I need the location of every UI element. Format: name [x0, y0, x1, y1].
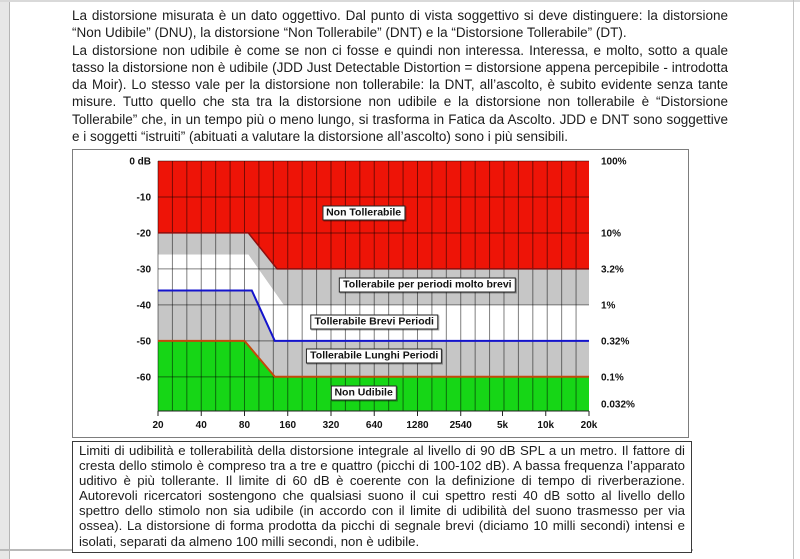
- x-axis-tick-label: 2540: [449, 420, 472, 431]
- y-axis-right-tick-label: 3.2%: [601, 264, 624, 276]
- x-axis-tick-label: 160: [279, 420, 297, 431]
- y-axis-left-tick-label: -60: [136, 372, 151, 384]
- chart-plot-area: [73, 150, 688, 437]
- region-label-non-udibile: Non Udibile: [330, 386, 396, 401]
- x-axis-tick-label: 320: [322, 420, 340, 431]
- intro-text: [72, 7, 728, 145]
- intro-paragraph-1: La distorsione misurata è un dato oggettivo. Dal punto di vista soggettivo si deve distinguere: la distorsione “Non Udibile” (DNU), la distorsione “Non Tollerabile” (DNT) e la “Distorsione Tollerabile” (DT).: [72, 8, 728, 41]
- y-axis-right-tick-label: 10%: [601, 228, 622, 240]
- page-right-edge: [793, 0, 794, 559]
- region-label-tollerabile-per-periodi-molto-brevi: Tollerabile per periodi molto brevi: [339, 278, 515, 293]
- y-axis-right-tick-label: 0.032%: [601, 399, 635, 411]
- x-axis-tick-label: 20k: [580, 420, 598, 431]
- x-axis-tick-label: 10k: [537, 420, 555, 431]
- intro-paragraph-2: La distorsione non udibile è come se non ci fosse e quindi non interessa. Interessa, e molto, sotto a quale tasso la distorsione non è udibile (JDD Just Detectable Distortion = distorsione appena percepibile - introdotta da Moir). Lo stesso vale per la distorsione non tollerabile: la DNT, all’ascolto, è subito evidente senza tante misure. Tutto quello che sta tra la distorsione non udibile e la distorsione non tollerabile è “Distorsione Tollerabile” che, in un tempo più o meno lungo, si trasforma in Fatica da Ascolto. JDD e DNT sono soggettive e i soggetti “istruiti” (abituati a valutare la distorsione all’ascolto) sono i più sensibili.: [72, 42, 728, 145]
- y-axis-left-tick-label: -20: [136, 228, 151, 240]
- chart-caption-text: Limiti di udibilità e tollerabilità della distorsione integrale al livello di 90 dB SPL a un metro. Il fattore di cresta dello stimolo è compreso tra a tre e quattro (picchi di 100-102 dB). A bassa frequenza l’apparato uditivo è più tollerante. Il limite di 60 dB è coerente con la definizione di tempo di riverberazione. Autorevoli ricercatori sostengono che qualsiasi suono il cui spettro resti 40 dB sotto al livello dello spettro dello stimolo non sia udibile (in accordo con il limite di udibilità del suono trasmesso per via ossea). La distorsione di forma prodotta da picchi di segnale brevi (diciamo 10 milli secondi) intensi e isolati, separati da almeno 100 milli secondi, non è udibile.: [79, 443, 685, 549]
- y-axis-right-tick-label: 1%: [601, 300, 616, 312]
- region-label-tollerabile-lunghi-periodi: Tollerabile Lunghi Periodi: [306, 349, 442, 364]
- x-axis-tick-label: 5k: [496, 420, 509, 431]
- y-axis-left-tick-label: -40: [136, 300, 151, 312]
- page-top-edge: [0, 0, 800, 2]
- distortion-tolerability-chart: [72, 149, 689, 438]
- y-axis-right-tick-label: 0.1%: [601, 372, 624, 384]
- y-axis-left-tick-label: -50: [136, 336, 151, 348]
- region-label-non-tollerabile: Non Tollerabile: [322, 206, 405, 221]
- page-left-margin-strip: [0, 0, 10, 559]
- y-axis-right-tick-label: 100%: [601, 156, 627, 168]
- y-axis-left-tick-label: -10: [136, 192, 151, 204]
- chart-caption-box: [72, 441, 692, 553]
- x-axis-tick-label: 40: [195, 420, 207, 431]
- y-axis-left-tick-label: -30: [136, 264, 151, 276]
- x-axis-tick-label: 1280: [406, 420, 429, 431]
- x-axis-tick-label: 80: [238, 420, 251, 431]
- region-label-tollerabile-brevi-periodi: Tollerabile Brevi Periodi: [311, 315, 438, 330]
- x-axis-tick-label: 20: [152, 420, 164, 431]
- y-axis-left-tick-label: 0 dB: [129, 156, 151, 168]
- x-axis-tick-label: 640: [365, 420, 383, 431]
- y-axis-right-tick-label: 0.32%: [601, 336, 630, 348]
